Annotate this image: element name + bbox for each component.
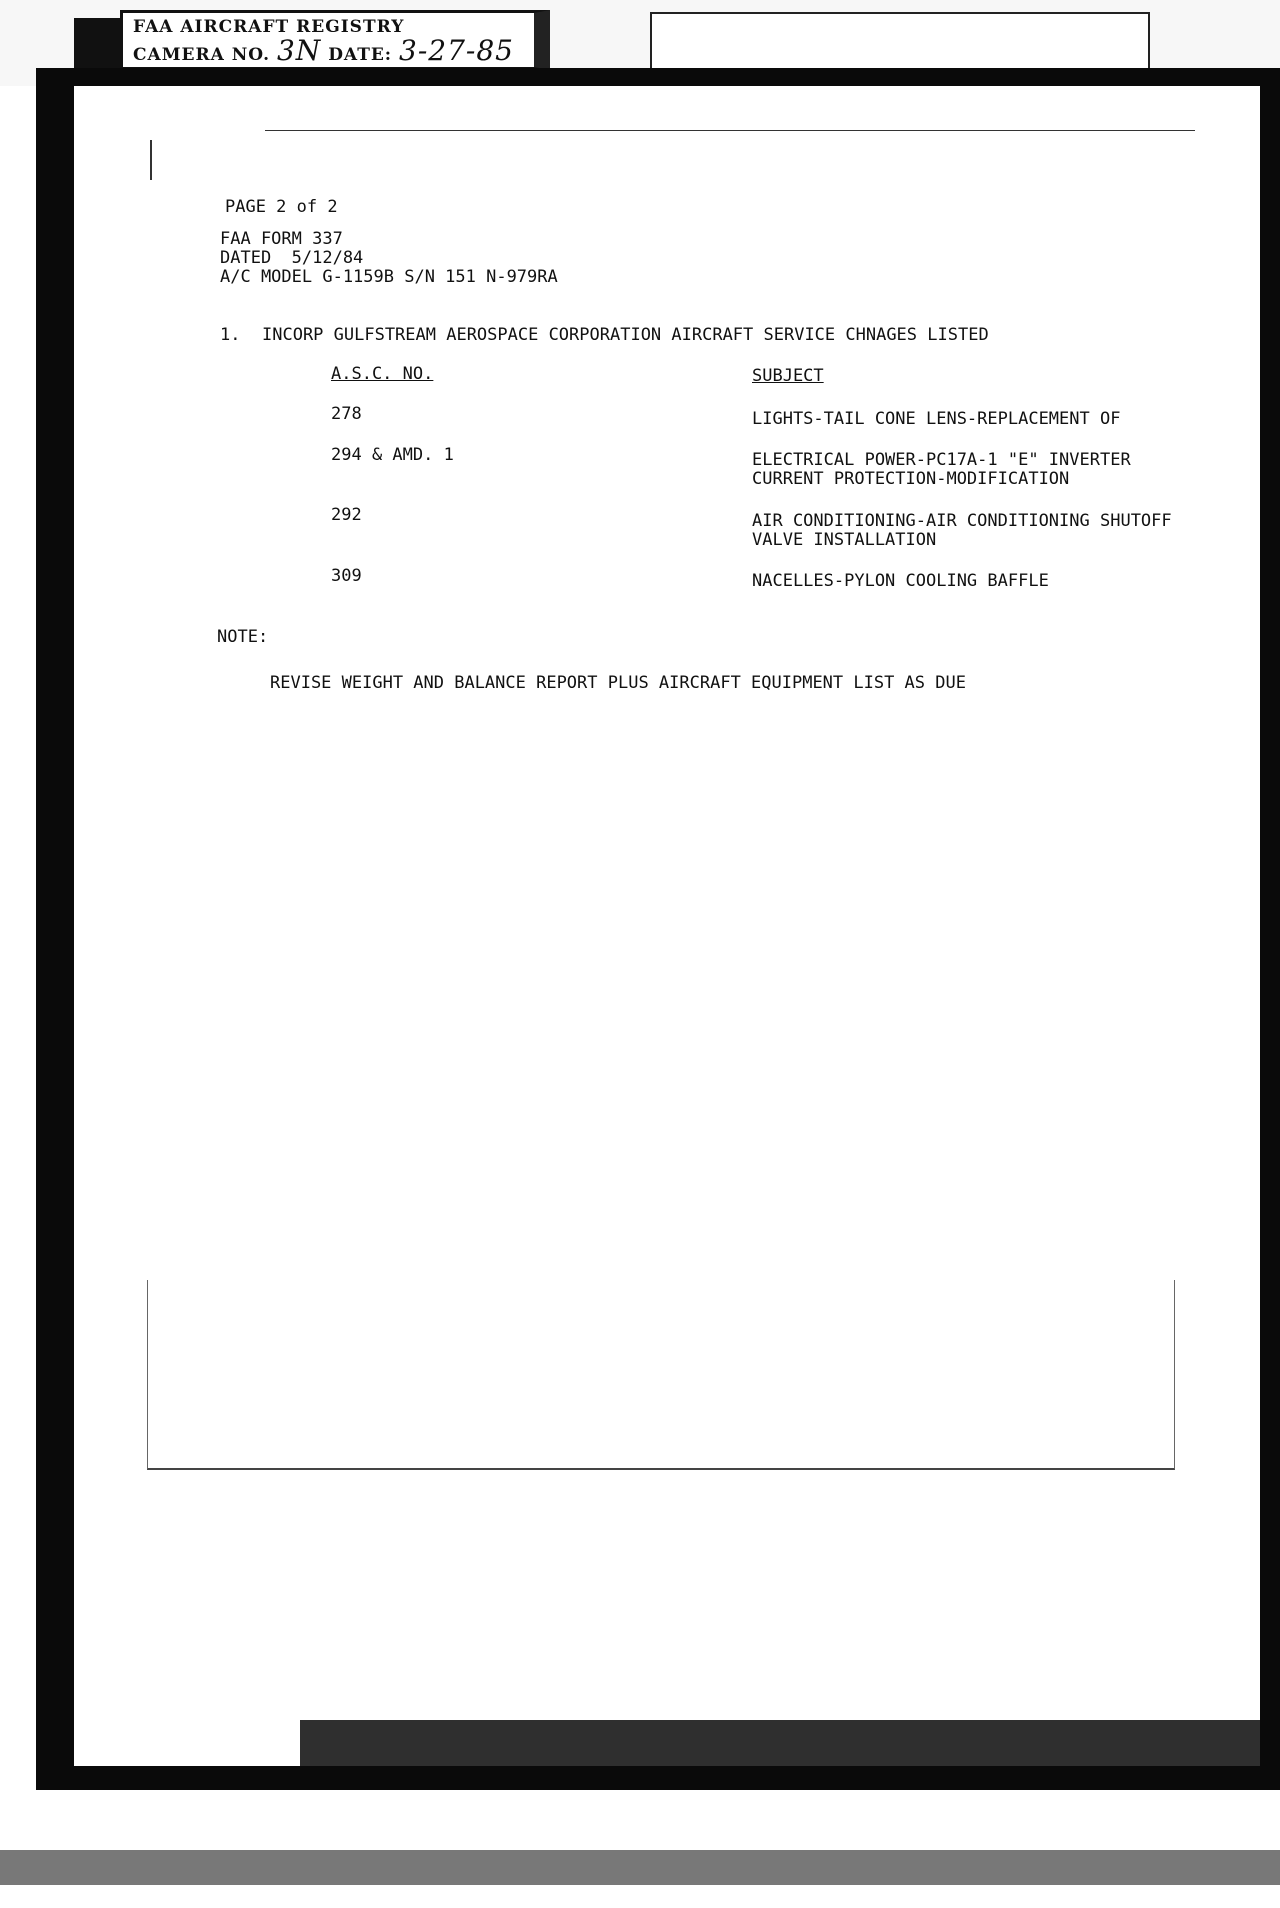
- camera-prefix: CAMERA NO.: [133, 45, 271, 65]
- left-margin-mark: [150, 140, 152, 180]
- camera-number: 3N: [276, 34, 322, 67]
- note-label: NOTE:: [217, 627, 269, 647]
- item-number: 1.: [220, 325, 241, 345]
- film-edge-mark: [74, 18, 120, 70]
- form-box-outline: [147, 1280, 1175, 1470]
- asc-column-header: A.S.C. NO.: [331, 364, 434, 384]
- subject-column-header: SUBJECT: [752, 366, 824, 386]
- form-number: FAA FORM 337: [220, 229, 343, 249]
- registry-camera-label: [120, 10, 550, 70]
- registry-title: FAA AIRCRAFT REGISTRY: [133, 17, 405, 37]
- asc-number: 294 & AMD. 1: [331, 445, 454, 465]
- asc-subject: LIGHTS-TAIL CONE LENS-REPLACEMENT OF: [752, 409, 1121, 429]
- aircraft-model: A/C MODEL G-1159B S/N 151 N-979RA: [220, 267, 558, 287]
- top-rule: [265, 130, 1195, 131]
- item-text: INCORP GULFSTREAM AEROSPACE CORPORATION AIRCRAFT SERVICE CHNAGES LISTED: [262, 325, 989, 345]
- scan-noise: [300, 1720, 1260, 1770]
- note-text: REVISE WEIGHT AND BALANCE REPORT PLUS AIRCRAFT EQUIPMENT LIST AS DUE: [270, 673, 966, 693]
- asc-subject: NACELLES-PYLON COOLING BAFFLE: [752, 571, 1049, 591]
- scan-noise: [0, 1850, 1280, 1885]
- camera-line: [133, 34, 524, 67]
- form-date: DATED 5/12/84: [220, 248, 364, 268]
- asc-subject: ELECTRICAL POWER-PC17A-1 "E" INVERTER CURRENT PROTECTION-MODIFICATION: [752, 450, 1131, 489]
- page-number: PAGE 2 of 2: [225, 197, 338, 217]
- camera-date: 3-27-85: [399, 34, 514, 67]
- asc-number: 309: [331, 566, 362, 586]
- asc-number: 278: [331, 404, 362, 424]
- date-prefix: DATE:: [328, 45, 393, 65]
- asc-number: 292: [331, 505, 362, 525]
- asc-subject: AIR CONDITIONING-AIR CONDITIONING SHUTOFF VALVE INSTALLATION: [752, 511, 1172, 550]
